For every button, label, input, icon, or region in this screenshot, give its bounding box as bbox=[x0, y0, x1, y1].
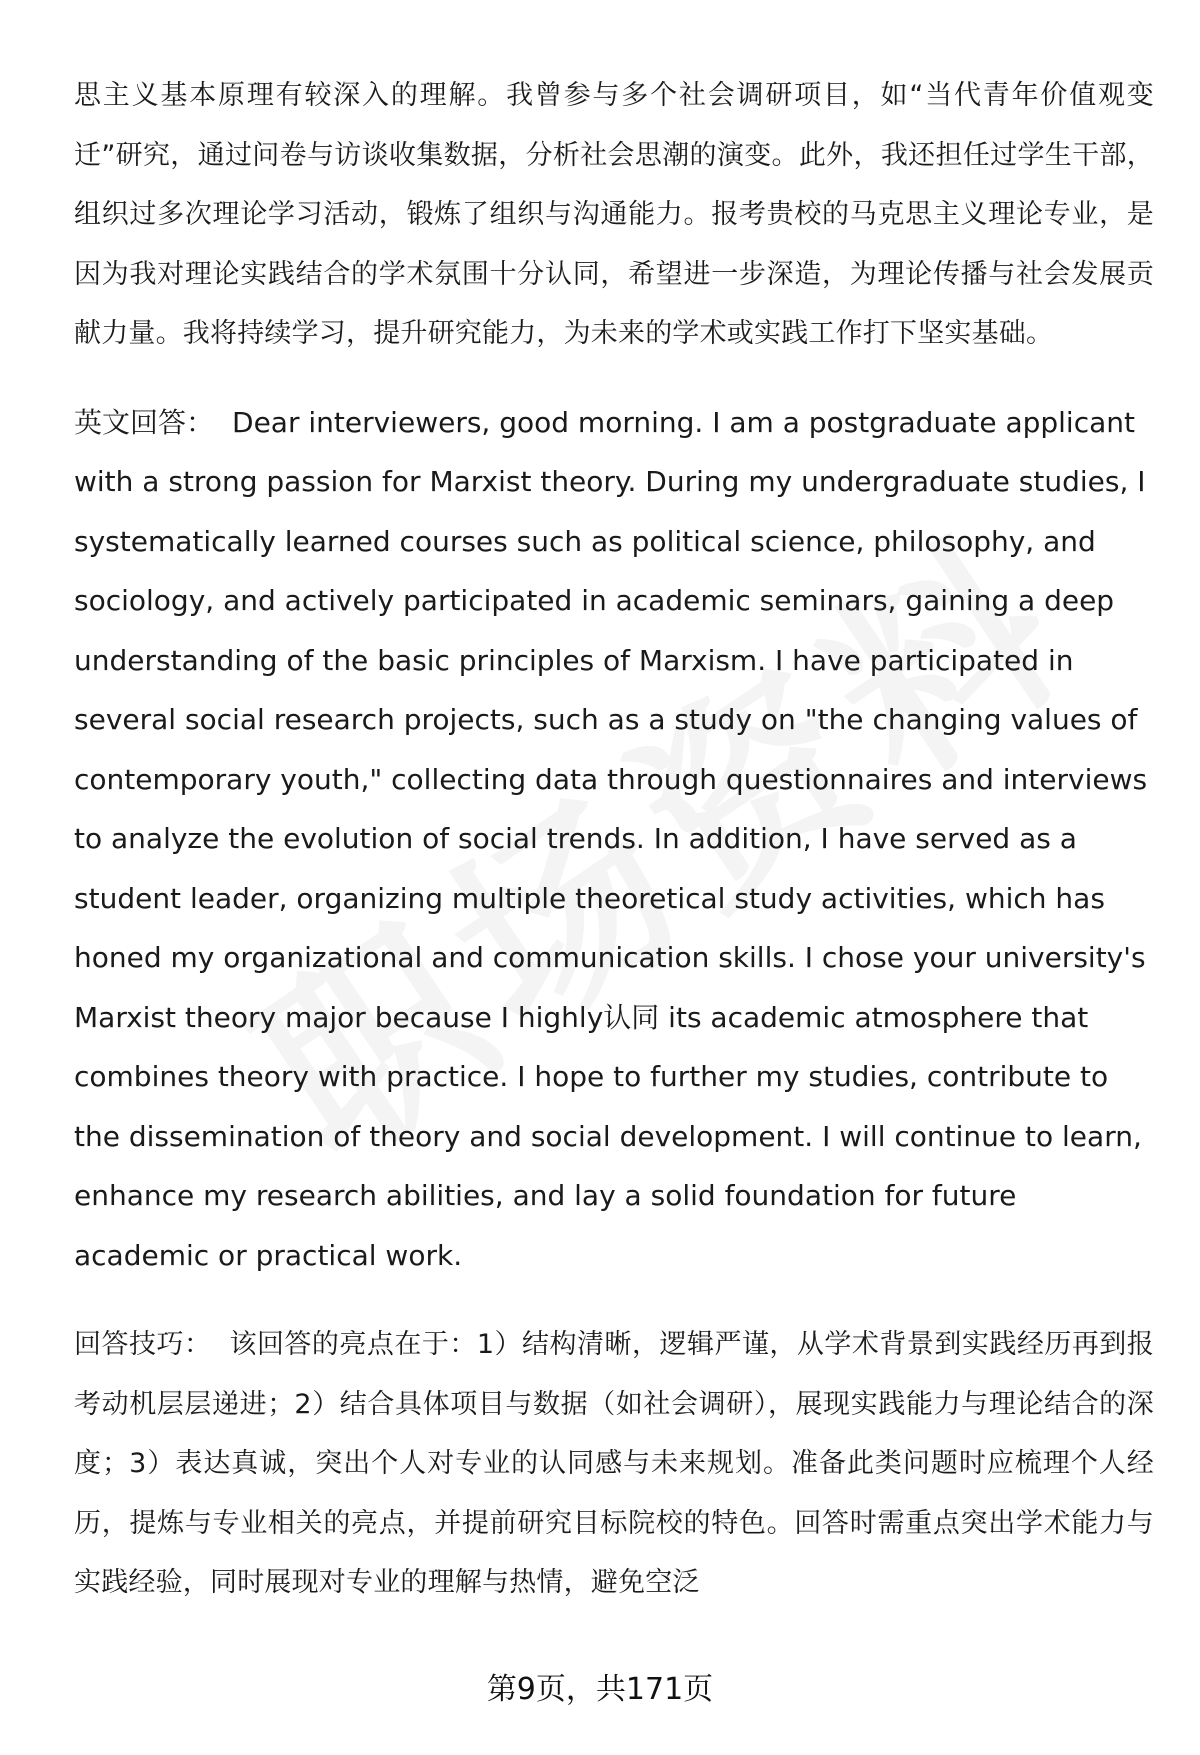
paragraph-answer-tips bbox=[74, 1315, 1154, 1613]
section-label: 英文回答： bbox=[74, 405, 215, 439]
paragraph-text: 该回答的亮点在于：1）结构清晰，逻辑严谨，从学术背景到实践经历再到报考动机层层递进；2）结合具体项目与数据（如社会调研），展现实践能力与理论结合的深度；3）表达真诚，突出个人对专业的认同感与未来规划。准备此类问题时应梳理个人经历，提炼与专业相关的亮点，并提前研究目标院校的特色。回答时需重点突出学术能力与实践经验，同时展现对专业的理解与热情，避免空泛 bbox=[74, 1329, 1154, 1598]
document-body bbox=[74, 66, 1154, 1613]
paragraph-spacer bbox=[74, 1285, 1154, 1315]
section-label: 回答技巧： bbox=[74, 1329, 212, 1360]
paragraph-text: 思主义基本原理有较深入的理解。我曾参与多个社会调研项目，如“当代青年价值观变迁”研究，通过问卷与访谈收集数据，分析社会思潮的演变。此外，我还担任过学生干部，组织过多次理论学习活动，锻炼了组织与沟通能力。报考贵校的马克思主义理论专业，是因为我对理论实践结合的学术氛围十分认同，希望进一步深造，为理论传播与社会发展贡献力量。我将持续学习，提升研究能力，为未来的学术或实践工作打下坚实基础。 bbox=[74, 80, 1154, 349]
paragraph-english-answer bbox=[74, 393, 1154, 1286]
paragraph-continuation bbox=[74, 66, 1154, 364]
paragraph-spacer bbox=[74, 364, 1154, 393]
paragraph-text: Dear interviewers, good morning. I am a postgraduate applicant with a strong passion for Marxist theory. During my undergraduate studies, I systematically learned courses such as political science, philosophy, and sociology, and actively participated in academic seminars, gaining a deep understanding of the basic principles of Marxism. I have participated in several social research projects, such as a study on "the changing values of contemporary youth," collecting data through questionnaires and interviews to analyze the evolution of social trends. In addition, I have served as a student leader, organizing multiple theoretical study activities, which has honed my organizational and communication skills. I chose your university's Marxist theory major because I highly认同 its academic atmosphere that combines theory with practice. I hope to further my studies, contribute to the dissemination of theory and social development. I will continue to learn, enhance my research abilities, and lay a solid foundation for future academic or practical work. bbox=[74, 405, 1148, 1272]
page-number: 第9页，共171页 bbox=[486, 1672, 714, 1707]
